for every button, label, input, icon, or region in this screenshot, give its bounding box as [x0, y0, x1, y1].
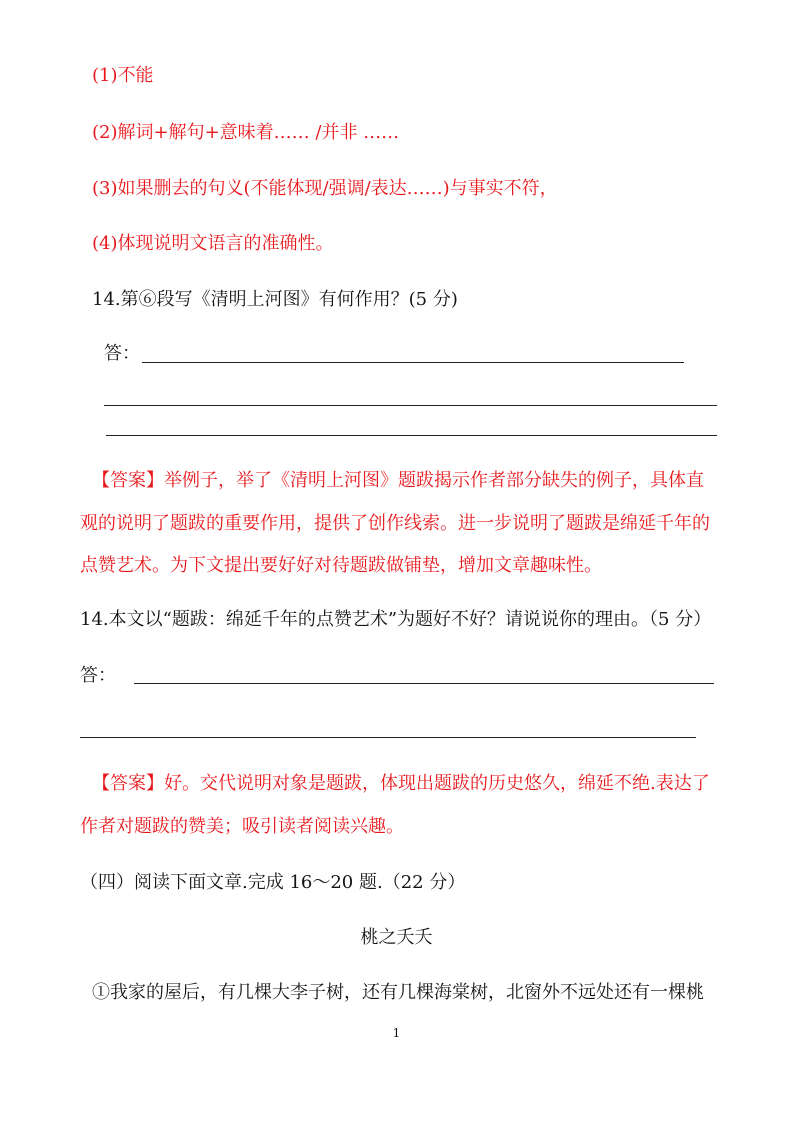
question-14b: 14.本文以“题跋：绵延千年的点赞艺术”为题好不好？请说说你的理由。（5 分）: [80, 609, 712, 630]
question-14a: 14.第⑥段写《清明上河图》有何作用？(5 分): [92, 289, 458, 310]
answer-14a-line-2: 观的说明了题跋的重要作用，提供了创作线索。进一步说明了题跋是绵延千年的: [80, 513, 710, 534]
answer-14a-line-1: 【答案】举例子，举了《清明上河图》题跋揭示作者部分缺失的例子，具体直: [92, 470, 704, 491]
answer-14b-line-1: 【答案】好。交代说明对象是题跋，体现出题跋的历史悠久，绵延不绝.表达了: [92, 773, 710, 794]
answer-blank-line: [134, 683, 714, 684]
answer-blank-line: [80, 737, 696, 738]
answer-13-item-3: (3)如果删去的句义(不能体现/强调/表达……)与事实不符，: [92, 178, 558, 199]
answer-label-14b: 答：: [80, 665, 116, 686]
article-title: 桃之夭夭: [360, 927, 433, 948]
section-4-heading: （四）阅读下面文章.完成 16～20 题.（22 分）: [80, 872, 466, 893]
answer-13-item-2: (2)解词+解句+意味着…… /并非 ……: [92, 122, 400, 143]
page-number: 1: [392, 1026, 401, 1040]
answer-blank-line: [142, 362, 684, 363]
answer-blank-line: [104, 405, 717, 406]
answer-13-item-1: (1)不能: [92, 65, 154, 86]
answer-13-item-4: (4)体现说明文语言的准确性。: [92, 233, 334, 254]
answer-14a-line-3: 点赞艺术。为下文提出要好好对待题跋做铺垫，增加文章趣味性。: [80, 555, 602, 576]
answer-blank-line: [106, 435, 717, 436]
answer-14b-line-2: 作者对题跋的赞美；吸引读者阅读兴趣。: [80, 816, 404, 837]
article-paragraph-1: ①我家的屋后，有几棵大李子树，还有几棵海棠树，北窗外不远处还有一棵桃: [92, 982, 704, 1003]
answer-label-14a: 答：: [104, 343, 140, 364]
